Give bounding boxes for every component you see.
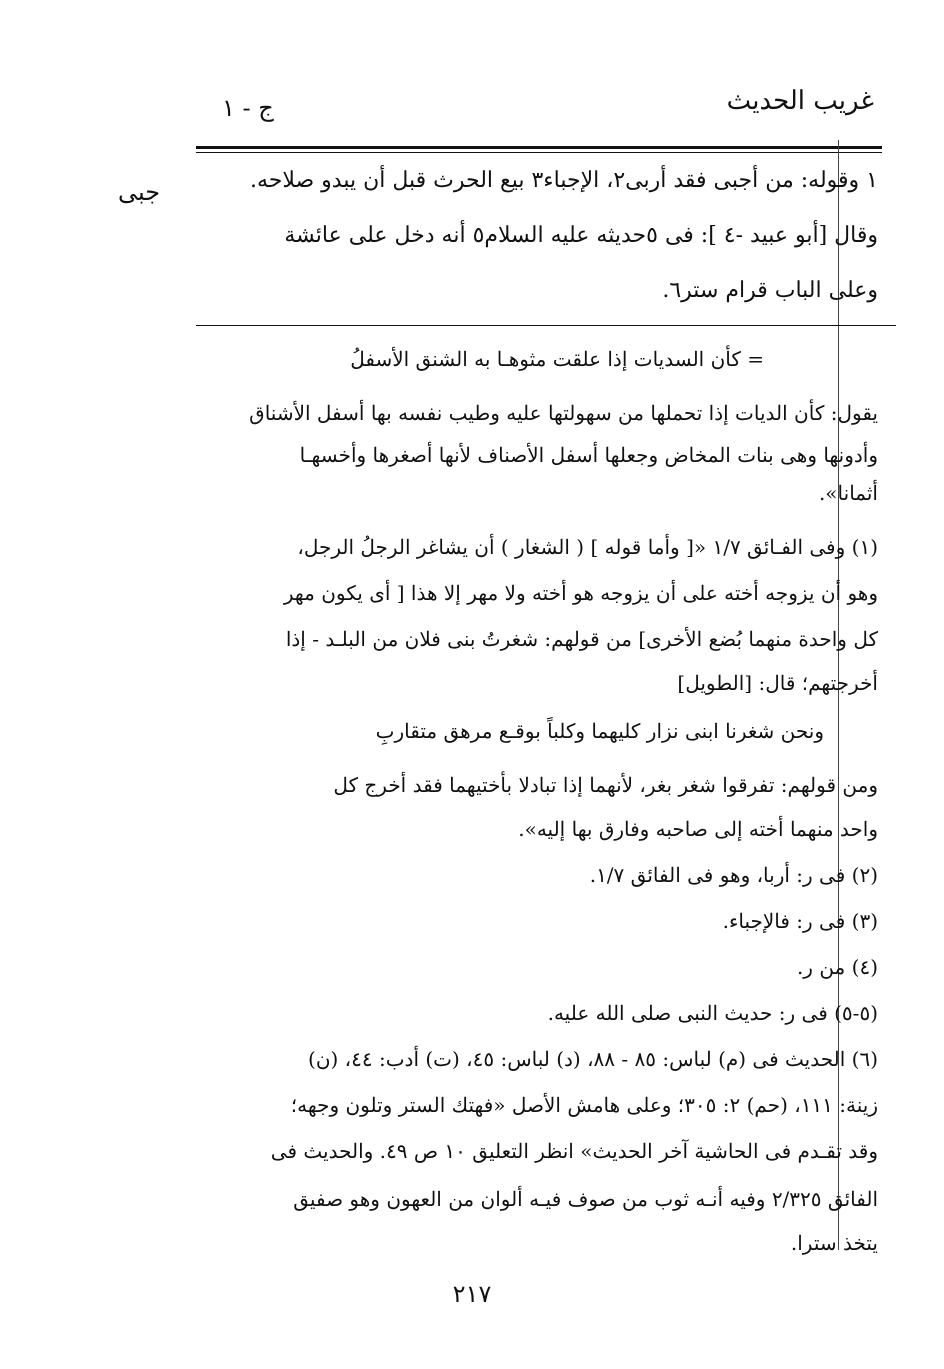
text-line: وعلى الباب قرام ستر٦. <box>662 278 878 303</box>
footnote-line: يقول: كأن الديات إذا تحملها من سهولتها عليه وطيب نفسه بها أسفل الأشناق <box>249 401 878 425</box>
footnote-line: الفائق ٢/٣٢٥ وفيه أنـه ثوب من صوف فيـه ألوان من العهون وهو صفيق <box>293 1187 878 1211</box>
footnote-line: (٥-٥) فى ر: حديث النبى صلى الله عليه. <box>547 1001 878 1025</box>
verse-line: = كأن السديات إذا علقت مثوهـا به الشنق الأسفلُ <box>350 347 764 371</box>
text-line: ١ وقوله: من أجبى فقد أربى٢، الإجباء٣ بيع الحرث قبل أن يبدو صلاحه. <box>249 168 878 193</box>
footnote-line: وقد تقـدم فى الحاشية آخر الحديث» انظر التعليق ١٠ ص ٤٩. والحديث فى <box>270 1139 878 1163</box>
footnote-separator <box>196 325 896 326</box>
footnote-line: (٣) فى ر: فالإجباء. <box>722 909 878 933</box>
footnote-line: (٢) فى ر: أربا، وهو فى الفائق ١/٧. <box>589 863 878 887</box>
page-number: ٢١٧ <box>452 1280 492 1308</box>
footnote-line: أثمانا». <box>818 481 878 505</box>
header-rule-thin <box>196 152 882 153</box>
text-line: وقال [أبو عبيد -٤ ]: فى ٥حديثه عليه السلام٥ أنه دخل على عائشة <box>284 223 878 248</box>
margin-keyword: جبى <box>118 178 161 206</box>
footnote-line: (١) وفى الفـائق ١/٧ «[ وأما قوله ] ( الشغار ) أن يشاغر الرجلُ الرجل، <box>297 535 878 559</box>
footnote-line: وهو أن يزوجه أخته على أن يزوجه هو أخته ولا مهر إلا هذا [ أى يكون مهر <box>283 581 878 605</box>
footnote-line: (٦) الحديث فى (م) لباس: ٨٥ - ٨٨، (د) لباس: ٤٥، (ت) أدب: ٤٤، (ن) <box>308 1047 878 1071</box>
footnote-line: ومن قولهم: تفرقوا شغر بغر، لأنهما إذا تبادلا بأختيهما فقد أخرج كل <box>333 773 878 797</box>
footnote-line: وأدونها وهى بنات المخاض وجعلها أسفل الأصناف لأنها أصغرها وأخسهـا <box>299 443 878 467</box>
footnote-line: يتخذ سترا. <box>790 1231 878 1255</box>
footnote-line: (٤) من ر. <box>796 955 878 979</box>
footnote-line: كل واحدة منهما بُضع الأخرى] من قولهم: شغرتُ بنى فلان من البلـد - إذا <box>285 627 878 651</box>
volume-label: ج - ١ <box>222 94 274 122</box>
header-rule-thick <box>196 146 882 149</box>
running-title: غريب الحديث <box>726 86 874 116</box>
footnote-line: زينة: ١١١، (حم) ٢: ٣٠٥؛ وعلى هامش الأصل «فهتك الستر وتلون وجهه؛ <box>290 1093 878 1117</box>
footnote-line: أخرجتهم؛ قال: [الطويل] <box>677 671 878 695</box>
footnote-line: واحد منهما أخته إلى صاحبه وفارق بها إليه». <box>518 817 878 841</box>
verse-line: ونحن شغرنا ابنى نزار كليهما وكلباً بوقـع مرهق متقاربِ <box>375 719 824 743</box>
